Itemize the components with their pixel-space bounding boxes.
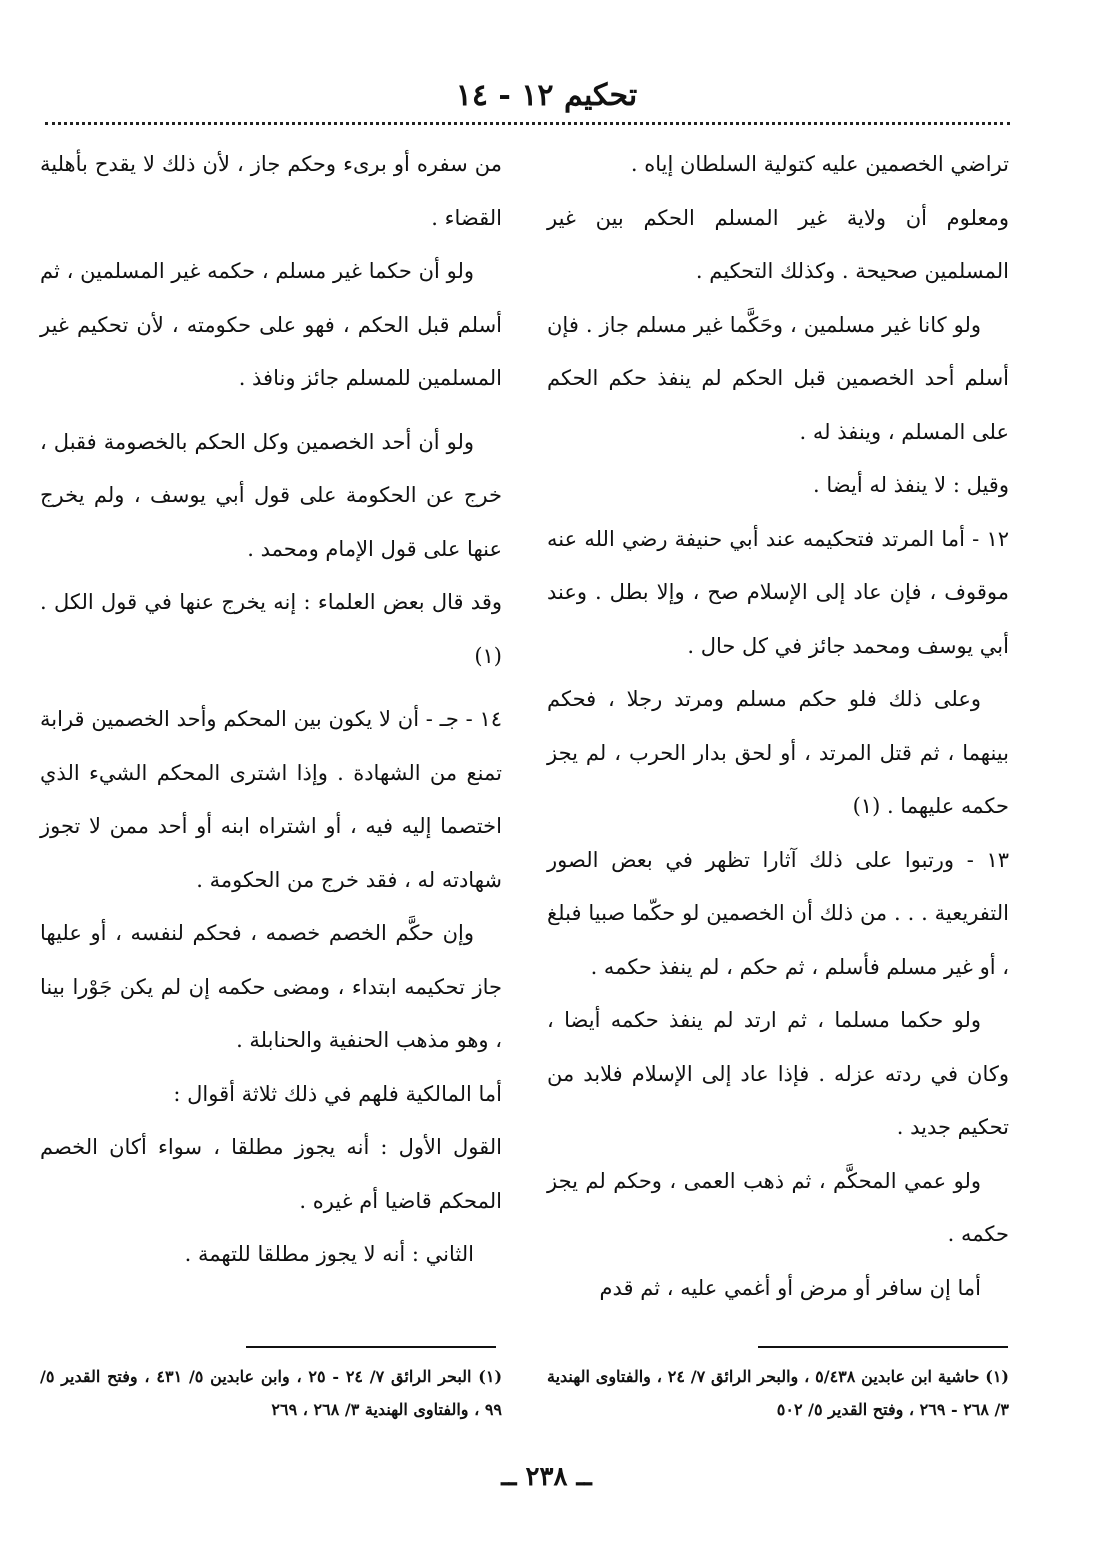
page-number: ــ ٢٣٨ ــ [501,1462,592,1492]
left-column [40,138,502,1282]
right-column [547,138,1009,1315]
paragraph: وقيل : لا ينفذ له أيضا . [813,473,1009,497]
paragraph: ولو أن حكما غير مسلم ، حكمه غير المسلمين ، ثم أسلم قبل الحكم ، فهو على حكومته ، لأن تحكيم غير المسلمين للمسلم جائز ونافذ . [40,259,502,390]
section-13-paragraph: ١٣ - ورتبوا على ذلك آثارا تظهر في بعض الصور التفريعية . . . من ذلك أن الخصمين لو حكّما صبيا فبلغ ، أو غير مسلم فأسلم ، ثم حكم ، لم ينفذ حكمه . [547,847,1009,979]
footnote-separator [758,1346,1008,1348]
section-14-paragraph: ١٤ - جـ - أن لا يكون بين المحكم وأحد الخصمين قرابة تمنع من الشهادة . وإذا اشترى المحكم الشيء الذي اختصما إليه فيه ، أو اشتراه ابنه أو أحد ممن لا تجوز شهادته له ، فقد خرج من الحكومة . [40,707,502,892]
paragraph: تراضي الخصمين عليه كتولية السلطان إياه . [630,152,1009,176]
paragraph: أما إن سافر أو مرض أو أغمي عليه ، ثم قدم [599,1275,981,1300]
paragraph: وعلى ذلك فلو حكم مسلم ومرتد رجلا ، فحكم بينهما ، ثم قتل المرتد ، أو لحق بدار الحرب ، لم يجز حكمه عليهما . (١) [547,687,1009,818]
footnote-text: (١) حاشية ابن عابدين ٥/٤٣٨ ، والبحر الرائق ٧/ ٢٤ ، والفتاوى الهندية ٣/ ٢٦٨ - ٢٦٩ ، وفتح القدير ٥/ ٥٠٢ [547,1367,1009,1419]
paragraph: ولو عمي المحكَّم ، ثم ذهب العمى ، وحكم لم يجز حكمه . [547,1168,1009,1246]
footnote-separator [246,1346,496,1348]
paragraph: أما المالكية فلهم في ذلك ثلاثة أقوال : [173,1081,502,1106]
paragraph: ومعلوم أن ولاية غير المسلم الحكم بين غير المسلمين صحيحة . وكذلك التحكيم . [547,205,1009,283]
paragraph: من سفره أو برىء وحكم جاز ، لأن ذلك لا يقدح بأهلية القضاء . [40,152,502,230]
paragraph: ولو حكما مسلما ، ثم ارتد لم ينفذ حكمه أيضا ، وكان في ردته عزله . فإذا عاد إلى الإسلام فلابد من تحكيم جديد . [547,1008,1009,1139]
paragraph: الثاني : أنه لا يجوز مطلقا للتهمة . [184,1242,474,1266]
paragraph: ولو كانا غير مسلمين ، وحَكَّما غير مسلم جاز . فإن أسلم أحد الخصمين قبل الحكم لم ينفذ حكم الحكم على المسلم ، وينفذ له . [547,312,1009,444]
footnote-right [547,1360,1009,1426]
paragraph: وإن حكَّم الخصم خصمه ، فحكم لنفسه ، أو عليها جاز تحكيمه ابتداء ، ومضى حكمه إن لم يكن جَوْرا بينا ، وهو مذهب الحنفية والحنابلة . [40,921,502,1052]
paragraph: ولو أن أحد الخصمين وكل الحكم بالخصومة فقبل ، خرج عن الحكومة على قول أبي يوسف ، ولم يخرج عنها على قول الإمام ومحمد . [40,429,502,561]
paragraph: وقد قال بعض العلماء : إنه يخرج عنها في قول الكل . (١) [40,590,502,668]
page-header-title: تحكيم ١٢ - ١٤ [455,78,638,113]
footnote-text: (١) البحر الرائق ٧/ ٢٤ - ٢٥ ، وابن عابدين ٥/ ٤٣١ ، وفتح القدير ٥/ ٩٩ ، والفتاوى الهندية ٣/ ٢٦٨ ، ٢٦٩ [40,1367,503,1419]
section-12-paragraph: ١٢ - أما المرتد فتحكيمه عند أبي حنيفة رضي الله عنه موقوف ، فإن عاد إلى الإسلام صح ، وإلا بطل . وعند أبي يوسف ومحمد جائز في كل حال . [547,526,1009,658]
header-dotted-divider [45,122,1010,125]
paragraph: القول الأول : أنه يجوز مطلقا ، سواء أكان الخصم المحكم قاضيا أم غيره . [40,1135,502,1213]
footnote-left [40,1360,502,1426]
